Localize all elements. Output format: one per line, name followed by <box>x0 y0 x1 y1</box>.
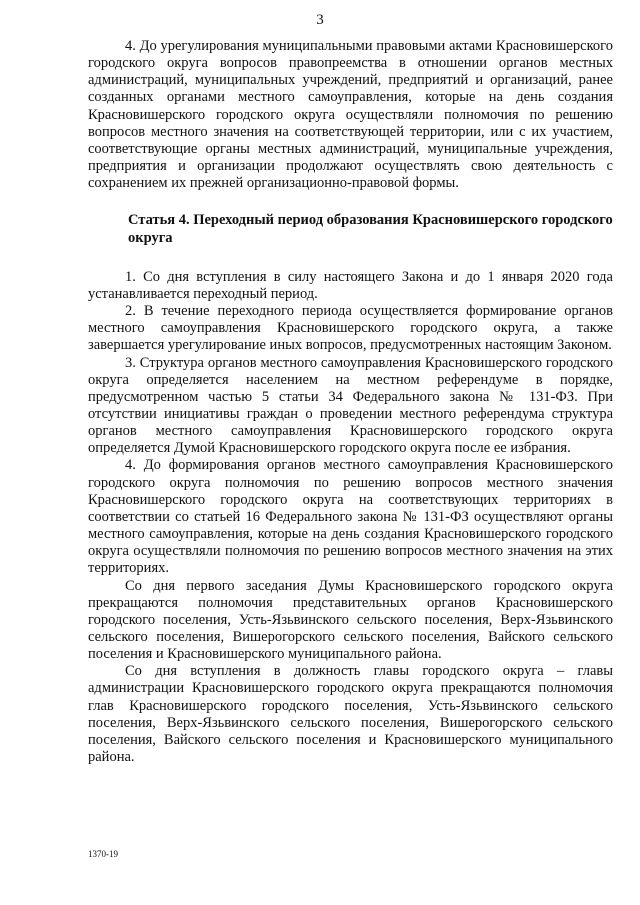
paragraph-duma-session: Со дня первого заседания Думы Красновишерского городского округа прекращаются полномочия представительных органов Красновишерского городского поселения, Усть-Язьвинского сельского поселения, Верх-Язьвинского сельского поселения, Вишерогорского сельского поселения, Вайского сельского поселения и Красновишерского муниципального района. <box>88 577 613 663</box>
paragraph-item-3: 3. Структура органов местного самоуправления Красновишерского городского округа определяется населением на местном референдуме в порядке, предусмотренном частью 5 статьи 34 Федерального закона № 131-ФЗ. При отсутствии инициативы граждан о проведении местного референдума структура органов местного самоуправления Красновишерского городского округа определяется Думой Красновишерского городского округа после ее избрания. <box>88 354 613 457</box>
article-4-heading: Статья 4. Переходный период образования Красновишерского городского округа <box>128 212 613 246</box>
paragraph-item-4-before: 4. До урегулирования муниципальными правовыми актами Красновишерского городского округа вопросов правопреемства в отношении органов местных администраций, муниципальных учреждений, предприятий и организаций, ранее созданных органами местного самоуправления, которые на день создания Красновишерского городского округа осуществляли полномочия по решению вопросов местного значения на соответствующей территории, или с их участием, соответствующие органы местных администраций, муниципальные учреждения, предприятия и организации продолжают осуществлять свою деятельность с сохранением их прежней организационно-правовой формы. <box>88 38 613 192</box>
page-number: 3 <box>316 12 324 28</box>
paragraph-item-2: 2. В течение переходного периода осуществляется формирование органов местного самоуправления Красновишерского городского округа, а также завершается урегулирование иных вопросов, предусмотренных настоящим Законом. <box>88 303 613 354</box>
paragraph-head-of-district: Со дня вступления в должность главы городского округа – главы администрации Красновишерского городского округа прекращаются полномочия глав Красновишерского городского поселения, Усть-Язьвинского сельского поселения, Верх-Язьвинского сельского поселения, Вишерогорского сельского поселения, Вайского сельского поселения и Красновишерского муниципального района. <box>88 663 613 766</box>
document-code: 1370-19 <box>88 849 118 859</box>
paragraph-item-4: 4. До формирования органов местного самоуправления Красновишерского городского округа полномочия по решению вопросов местного значения Красновишерского городского округа на соответствующих территориях в соответствии со статьей 16 Федерального закона № 131-ФЗ осуществляют органы местного самоуправления, которые на день создания Красновишерского городского округа осуществляли полномочия по решению вопросов местного значения на этих территориях. <box>88 457 613 577</box>
document-body <box>88 38 613 766</box>
paragraph-item-1: 1. Со дня вступления в силу настоящего Закона и до 1 января 2020 года устанавливается переходный период. <box>88 268 613 302</box>
